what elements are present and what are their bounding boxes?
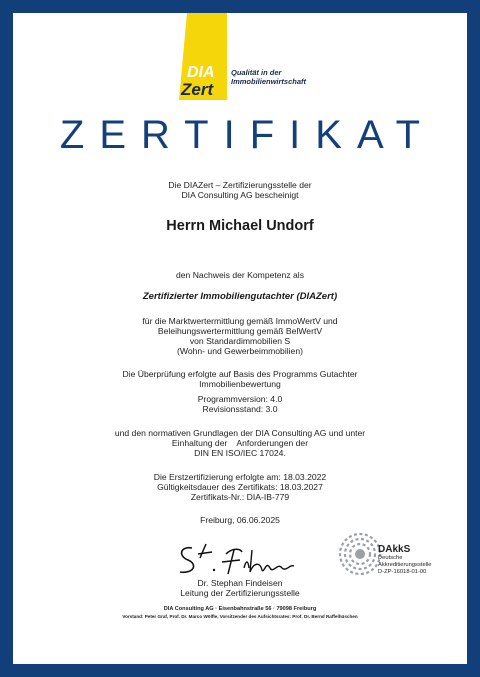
- competence-line: den Nachweis der Kompetenz als: [175, 270, 305, 280]
- initial-certification-date: Die Erstzertifizierung erfolgte am: 18.03.2022: [153, 472, 327, 482]
- validity-date: Gültigkeitsdauer des Zertifikats: 18.03.2027: [157, 482, 323, 492]
- logo-tagline-line-2: Immobilienwirtschaft: [231, 77, 307, 86]
- dakks-line-1: Deutsche: [378, 555, 403, 561]
- revision-status: Revisionsstand: 3.0: [202, 404, 278, 414]
- handwritten-signature: [170, 540, 310, 576]
- norms-line: und den normativen Grundlagen der DIA Consulting AG und unter: [114, 428, 366, 438]
- logo-tagline: [231, 68, 306, 86]
- dakks-title: DAkkS: [378, 544, 411, 555]
- footer-company: DIA Consulting AG · Eisenbahnstraße 56 · 79098 Freiburg: [163, 606, 317, 612]
- certificate-number: Zertifikats-Nr.: DIA-IB-779: [190, 492, 290, 502]
- scope-line: (Wohn- und Gewerbeimmobilien): [177, 346, 303, 356]
- norms-line: Einhaltung der Anforderungen der: [171, 438, 309, 448]
- scope-text: [40, 316, 440, 356]
- version-text: [40, 394, 440, 414]
- scope-line: von Standardimmobilien S: [189, 336, 291, 346]
- dakks-line-2: Akkreditierungsstelle: [378, 562, 432, 568]
- scope-line: für die Marktwertermittlung gemäß ImmoWertV und: [142, 316, 338, 326]
- logo-tagline-line-1: Qualität in der: [231, 68, 282, 77]
- dakks-number: D-ZP-16018-01-00: [378, 569, 427, 575]
- dakks-text: [378, 544, 432, 576]
- diazert-logo: [179, 13, 227, 100]
- signer-role: Leitung der Zertifizierungsstelle: [180, 588, 300, 598]
- signer-name: Dr. Stephan Findeisen: [197, 578, 283, 588]
- norms-line: DIN EN ISO/IEC 17024.: [194, 448, 286, 458]
- intro-line: DIA Consulting AG bescheinigt: [181, 190, 299, 200]
- program-line: Die Überprüfung erfolgte auf Basis des Programms Gutachter: [122, 369, 358, 379]
- certificate-title: ZERTIFIKAT: [59, 113, 436, 157]
- logo-brand-top: DIA: [187, 64, 215, 81]
- recipient-name: Herrn Michael Undorf: [166, 218, 314, 234]
- certificate-name: Zertifizierter Immobiliengutachter (DIAZert): [142, 291, 338, 302]
- program-line: Immobilienbewertung: [199, 379, 281, 389]
- program-text: [40, 369, 440, 389]
- norms-text: [40, 428, 440, 458]
- logo-brand-bottom: Zert: [181, 80, 214, 99]
- place-date: Freiburg, 06.06.2025: [200, 515, 280, 525]
- intro-text: [40, 180, 440, 200]
- dates-text: [40, 472, 440, 502]
- program-version: Programmversion: 4.0: [197, 394, 283, 404]
- footer-board: Vorstand: Peter Graf, Prof. Dr. Marco Wölfle, Vorsitzender des Aufsichtsrates: Prof. Dr. Bernd Raffelhüschen: [122, 614, 358, 619]
- scope-line: Beleihungswertermittlung gemäß BelWertV: [157, 326, 323, 336]
- intro-line: Die DIAZert – Zertifizierungsstelle der: [168, 180, 312, 190]
